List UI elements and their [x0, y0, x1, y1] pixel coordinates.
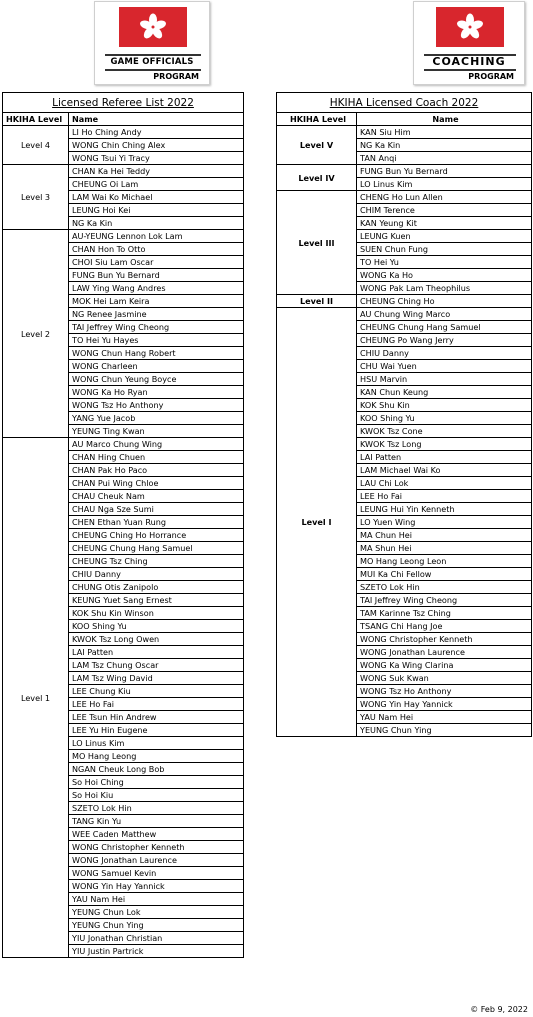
bauhinia-flower-icon: [139, 13, 167, 41]
name-cell: YANG Yue Jacob: [69, 412, 244, 425]
level-cell: Level 2: [3, 230, 69, 438]
name-cell: YAU Nam Hei: [69, 893, 244, 906]
name-cell: KWOK Tsz Long Owen: [69, 633, 244, 646]
logo-subtitle: PROGRAM: [468, 72, 514, 81]
copyright-footer: © Feb 9, 2022: [470, 1005, 528, 1014]
coach-list-body: [277, 126, 532, 737]
logo-subtitle: PROGRAM: [153, 72, 199, 81]
name-cell: WONG Chun Yeung Boyce: [69, 373, 244, 386]
referee-list-body: [3, 126, 244, 958]
name-cell: FUNG Bun Yu Bernard: [69, 269, 244, 282]
name-cell: MO Hang Leong Leon: [357, 555, 532, 568]
name-cell: CHIU Danny: [69, 568, 244, 581]
name-cell: CHEUNG Oi Lam: [69, 178, 244, 191]
name-cell: WONG Yin Hay Yannick: [357, 698, 532, 711]
game-officials-program-logo: [94, 1, 210, 85]
name-cell: YAU Nam Hei: [357, 711, 532, 724]
name-cell: WONG Christopher Kenneth: [69, 841, 244, 854]
logo-title: COACHING: [432, 55, 506, 68]
name-cell: HSU Marvin: [357, 373, 532, 386]
name-cell: CHAN Pui Wing Chloe: [69, 477, 244, 490]
name-cell: LO Yuen Wing: [357, 516, 532, 529]
column-header-level: HKIHA Level: [3, 113, 69, 126]
name-cell: CHIM Terence: [357, 204, 532, 217]
name-cell: TANG Kin Yu: [69, 815, 244, 828]
name-cell: TSANG Chi Hang Joe: [357, 620, 532, 633]
name-cell: CHEUNG Chung Hang Samuel: [69, 542, 244, 555]
table-row: [277, 126, 532, 139]
logo-rule-top: [105, 54, 201, 56]
name-cell: So Hoi Ching: [69, 776, 244, 789]
name-cell: NG Ka Kin: [69, 217, 244, 230]
table-row: [3, 165, 244, 178]
level-cell: Level V: [277, 126, 357, 165]
name-cell: LEE Tsun Hin Andrew: [69, 711, 244, 724]
name-cell: WEE Caden Matthew: [69, 828, 244, 841]
name-cell: CHAN Ka Hei Teddy: [69, 165, 244, 178]
name-cell: WONG Ka Ho: [357, 269, 532, 282]
name-cell: CHEUNG Ching Ho Horrance: [69, 529, 244, 542]
name-cell: WONG Ka Ho Ryan: [69, 386, 244, 399]
name-cell: WONG Yin Hay Yannick: [69, 880, 244, 893]
name-cell: NG Ka Kin: [357, 139, 532, 152]
name-cell: WONG Tsz Ho Anthony: [69, 399, 244, 412]
name-cell: LAM Michael Wai Ko: [357, 464, 532, 477]
name-cell: KOO Shing Yu: [69, 620, 244, 633]
name-cell: LEE Yu Hin Eugene: [69, 724, 244, 737]
column-header-level: HKIHA Level: [277, 113, 357, 126]
coach-list-title: HKIHA Licensed Coach 2022: [277, 93, 532, 113]
name-cell: WONG Jonathan Laurence: [69, 854, 244, 867]
name-cell: TAM Karinne Tsz Ching: [357, 607, 532, 620]
name-cell: KAN Yeung Kit: [357, 217, 532, 230]
name-cell: AU Chung Wing Marco: [357, 308, 532, 321]
name-cell: TAI Jeffrey Wing Cheong: [357, 594, 532, 607]
name-cell: CHIU Danny: [357, 347, 532, 360]
name-cell: TO Hei Yu Hayes: [69, 334, 244, 347]
name-cell: LI Ho Ching Andy: [69, 126, 244, 139]
name-cell: CHAN Pak Ho Paco: [69, 464, 244, 477]
name-cell: FUNG Bun Yu Bernard: [357, 165, 532, 178]
name-cell: WONG Chun Hang Robert: [69, 347, 244, 360]
name-cell: MO Hang Leong: [69, 750, 244, 763]
bauhinia-flower-icon: [456, 13, 484, 41]
name-cell: KOO Shing Yu: [357, 412, 532, 425]
name-cell: TO Hei Yu: [357, 256, 532, 269]
table-row: [277, 308, 532, 321]
name-cell: CHAN Hing Chuen: [69, 451, 244, 464]
name-cell: MOK Hei Lam Keira: [69, 295, 244, 308]
table-row: [3, 438, 244, 451]
hong-kong-flag-icon: [119, 7, 187, 47]
level-cell: Level II: [277, 295, 357, 308]
name-cell: CHAU Nga Sze Sumi: [69, 503, 244, 516]
name-cell: WONG Jonathan Laurence: [357, 646, 532, 659]
name-cell: NG Renee Jasmine: [69, 308, 244, 321]
name-cell: MA Shun Hei: [357, 542, 532, 555]
name-cell: YIU Jonathan Christian: [69, 932, 244, 945]
name-cell: MUI Ka Chi Fellow: [357, 568, 532, 581]
name-cell: CHAU Cheuk Nam: [69, 490, 244, 503]
name-cell: AU Marco Chung Wing: [69, 438, 244, 451]
level-cell: Level III: [277, 191, 357, 295]
name-cell: LEE Chung Kiu: [69, 685, 244, 698]
name-cell: YIU Justin Partrick: [69, 945, 244, 958]
name-cell: LAI Patten: [357, 451, 532, 464]
name-cell: LAW Ying Wang Andres: [69, 282, 244, 295]
name-cell: CHEUNG Chung Hang Samuel: [357, 321, 532, 334]
name-cell: KAN Chun Keung: [357, 386, 532, 399]
logo-rule-bottom: [424, 69, 516, 71]
name-cell: LO Linus Kim: [357, 178, 532, 191]
name-cell: LEUNG Hui Yin Kenneth: [357, 503, 532, 516]
name-cell: WONG Charleen: [69, 360, 244, 373]
column-header-name: Name: [357, 113, 532, 126]
name-cell: SUEN Chun Fung: [357, 243, 532, 256]
name-cell: SZETO Lok Hin: [69, 802, 244, 815]
name-cell: WONG Chin Ching Alex: [69, 139, 244, 152]
name-cell: CHENG Ho Lun Allen: [357, 191, 532, 204]
name-cell: LAM Tsz Chung Oscar: [69, 659, 244, 672]
name-cell: WONG Suk Kwan: [357, 672, 532, 685]
level-cell: Level IV: [277, 165, 357, 191]
name-cell: CHEUNG Ching Ho: [357, 295, 532, 308]
coaching-program-logo: [413, 1, 525, 85]
name-cell: WONG Ka Wing Clarina: [357, 659, 532, 672]
name-cell: CHUNG Otis Zanipolo: [69, 581, 244, 594]
name-cell: YEUNG Chun Ying: [357, 724, 532, 737]
table-row: [277, 165, 532, 178]
name-cell: YEUNG Chun Lok: [69, 906, 244, 919]
name-cell: TAI Jeffrey Wing Cheong: [69, 321, 244, 334]
name-cell: KWOK Tsz Cone: [357, 425, 532, 438]
logo-title: GAME OFFICIALS: [110, 57, 194, 67]
name-cell: WONG Tsz Ho Anthony: [357, 685, 532, 698]
name-cell: CHEUNG Po Wang Jerry: [357, 334, 532, 347]
name-cell: WONG Pak Lam Theophilus: [357, 282, 532, 295]
name-cell: LEE Ho Fai: [69, 698, 244, 711]
level-cell: Level 3: [3, 165, 69, 230]
name-cell: So Hoi Kiu: [69, 789, 244, 802]
name-cell: NGAN Cheuk Long Bob: [69, 763, 244, 776]
name-cell: TAN Anqi: [357, 152, 532, 165]
table-row: [3, 126, 244, 139]
name-cell: AU-YEUNG Lennon Lok Lam: [69, 230, 244, 243]
name-cell: KEUNG Yuet Sang Ernest: [69, 594, 244, 607]
name-cell: YEUNG Chun Ying: [69, 919, 244, 932]
hong-kong-flag-icon: [436, 7, 504, 47]
table-row: [277, 191, 532, 204]
referee-list-table: [2, 92, 244, 958]
level-cell: Level I: [277, 308, 357, 737]
name-cell: YEUNG Ting Kwan: [69, 425, 244, 438]
name-cell: CHAN Hon To Otto: [69, 243, 244, 256]
name-cell: LEUNG Hoi Kei: [69, 204, 244, 217]
name-cell: WONG Tsui Yi Tracy: [69, 152, 244, 165]
table-row: [277, 295, 532, 308]
name-cell: WONG Christopher Kenneth: [357, 633, 532, 646]
name-cell: LAU Chi Lok: [357, 477, 532, 490]
level-cell: Level 4: [3, 126, 69, 165]
referee-list-title: Licensed Referee List 2022: [3, 93, 244, 113]
name-cell: LAM Tsz Wing David: [69, 672, 244, 685]
name-cell: MA Chun Hei: [357, 529, 532, 542]
name-cell: CHEUNG Tsz Ching: [69, 555, 244, 568]
name-cell: KAN Siu Him: [357, 126, 532, 139]
name-cell: LO Linus Kim: [69, 737, 244, 750]
table-row: [3, 230, 244, 243]
level-cell: Level 1: [3, 438, 69, 958]
name-cell: CHOI Siu Lam Oscar: [69, 256, 244, 269]
name-cell: LEUNG Kuen: [357, 230, 532, 243]
name-cell: KOK Shu Kin Winson: [69, 607, 244, 620]
name-cell: LAI Patten: [69, 646, 244, 659]
name-cell: CHEN Ethan Yuan Rung: [69, 516, 244, 529]
name-cell: SZETO Lok Hin: [357, 581, 532, 594]
column-header-name: Name: [69, 113, 244, 126]
coach-list-table: [276, 92, 532, 737]
name-cell: KOK Shu Kin: [357, 399, 532, 412]
name-cell: LEE Ho Fai: [357, 490, 532, 503]
name-cell: KWOK Tsz Long: [357, 438, 532, 451]
name-cell: CHU Wai Yuen: [357, 360, 532, 373]
name-cell: LAM Wai Ko Michael: [69, 191, 244, 204]
logo-rule-bottom: [105, 69, 201, 71]
name-cell: WONG Samuel Kevin: [69, 867, 244, 880]
